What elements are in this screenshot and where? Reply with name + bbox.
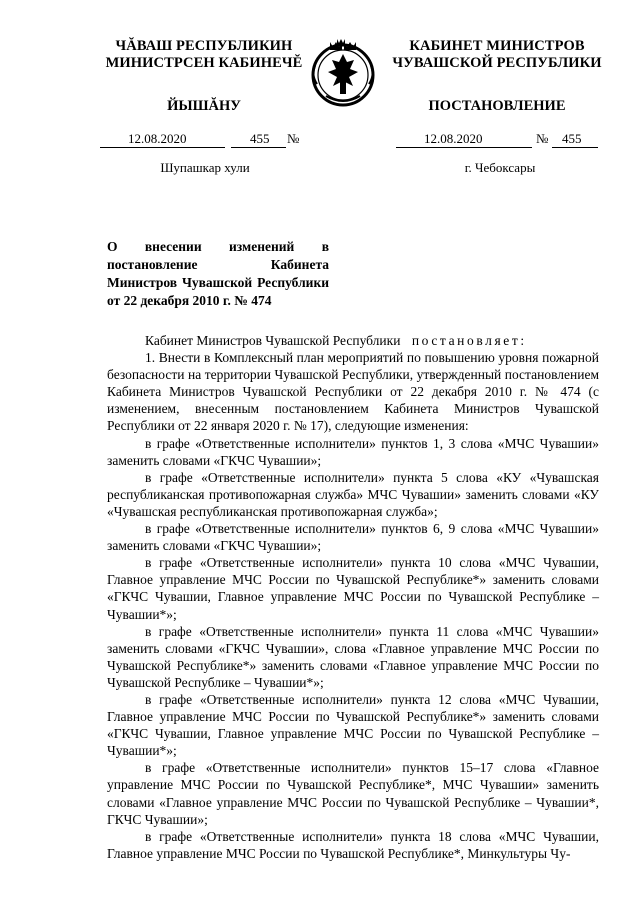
left-number: 455 (250, 131, 270, 146)
header-right-line2: ЧУВАШСКОЙ РЕСПУБЛИКИ (392, 55, 602, 71)
header-left-line1: ЧĂВАШ РЕСПУБЛИКИН (115, 38, 293, 54)
header-right (388, 38, 606, 72)
header-left-line2: МИНИСТРСЕН КАБИНЕЧĔ (105, 55, 303, 71)
coat-of-arms-icon (306, 36, 380, 110)
left-number-sign: № (287, 131, 300, 146)
body-paragraph: в графе «Ответственные исполнители» пунктов 6, 9 слова «МЧС Чувашии» заменить словами «ГКЧС Чувашии»; (107, 521, 599, 554)
body-paragraph: в графе «Ответственные исполнители» пунктов 1, 3 слова «МЧС Чувашии» заменить словами «ГКЧС Чувашии»; (107, 435, 599, 468)
body-paragraph: в графе «Ответственные исполнители» пункта 5 слова «КУ «Чувашская республиканская противопожарная служба» МЧС Чувашии» заменить словами «КУ «Чувашская республиканская противопожарная служба»; (107, 469, 599, 519)
body-paragraph: в графе «Ответственные исполнители» пункта 10 слова «МЧС Чувашии, Главное управление МЧС России по Чувашской Республике*» заменить словами «ГКЧС Чувашии, Главное управление МЧС России по Чувашской Республике – Чувашии*»; (107, 555, 599, 622)
right-date-line (396, 131, 532, 148)
document-body (107, 332, 599, 862)
right-city: г. Чебоксары (464, 160, 536, 175)
intro-text: Кабинет Министров Чувашской Республики (145, 333, 401, 348)
intro-paragraph (107, 332, 599, 349)
right-number-sign: № (536, 131, 549, 146)
body-paragraph: в графе «Ответственные исполнители» пункта 12 слова «МЧС Чувашии, Главное управление МЧС России по Чувашской Республике*» заменить словами «ГКЧС Чувашии, Главное управление МЧС России по Чувашской Республике – Чувашии*»; (107, 691, 599, 759)
body-paragraph: в графе «Ответственные исполнители» пункта 18 слова «МЧС Чувашии, Главное управление МЧС России по Чувашской Республике*, Минкультуры Чу- (107, 828, 599, 861)
left-date: 12.08.2020 (128, 131, 187, 146)
right-number: 455 (562, 131, 582, 146)
left-date-line (100, 131, 225, 148)
body-paragraph: в графе «Ответственные исполнители» пунктов 15–17 слова «Главное управление МЧС России по Чувашской Республике*, МЧС Чувашии» заменить словами «Главное управление МЧС России по Чувашской Республике – Чувашии*, ГКЧС Чувашии»; (107, 760, 599, 827)
header-right-line1: КАБИНЕТ МИНИСТРОВ (409, 38, 585, 54)
body-paragraph: в графе «Ответственные исполнители» пункта 11 слова «МЧС Чувашии» заменить словами «ГКЧС Чувашии», слова «Главное управление МЧС России по Чувашской Республике*» заменить словами «Главное управление МЧС России по Чувашской Республике – Чувашии*»; (107, 623, 599, 690)
right-number-line (552, 131, 598, 148)
body-paragraph: 1. Внести в Комплексный план мероприятий по повышению уровня пожарной безопасности на территории Чувашской Республики, утвержденный постановлением Кабинета Министров Чувашской Республики от 22 декабря 2010 г. № 474 (с изменением, внесенным постановлением Кабинета Министров Чувашской Республики от 22 января 2020 г. № 17), следующие изменения: (107, 350, 599, 434)
doctype-right: ПОСТАНОВЛЕНИЕ (428, 98, 566, 114)
doctype-left: ЙЫШĂНУ (167, 98, 241, 114)
right-date: 12.08.2020 (424, 131, 483, 146)
header-left (88, 38, 320, 72)
left-number-line (231, 131, 286, 148)
intro-verb: постановляет: (411, 333, 527, 348)
document-subject: О внесении изменений в постановление Кабинета Министров Чувашской Республики от 22 декабря 2010 г. № 474 (107, 239, 329, 308)
left-city: Шупашкар хули (160, 160, 250, 175)
